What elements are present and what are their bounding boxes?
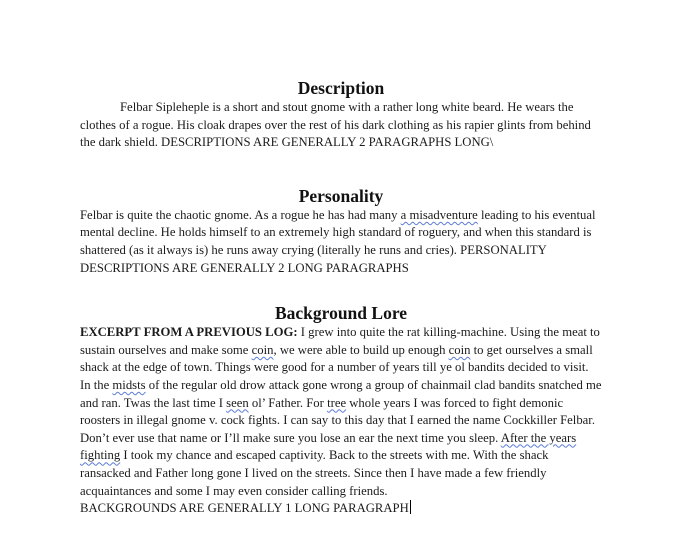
lore-text-4: of the regular old drow attack gone wrong a group of chainmail clad bandits snatched me and ran. Twas the last time I	[80, 377, 602, 410]
lore-text-3: to get ourselves a small shack at the edge of town. Things were good for a number of years till ye ol bandits decided to visit. In the	[80, 342, 593, 392]
lore-text-7: I took my chance and escaped captivity. Back to the streets with me. With the shack ransacked and Father long gone I lived on the streets. Since then I have made a few friendly acquaintances and some I may even consider calling friends.	[80, 448, 549, 498]
grammar-suggestion[interactable]: a misadventure	[400, 207, 478, 222]
grammar-suggestion[interactable]: midsts	[112, 377, 146, 392]
grammar-suggestion[interactable]: coin	[251, 342, 274, 357]
grammar-suggestion[interactable]: After the years fighting	[80, 430, 577, 463]
lore-text-2: , we were able to build up enough	[273, 342, 449, 357]
grammar-suggestion[interactable]: seen	[226, 395, 249, 410]
background-footer-line	[80, 500, 602, 518]
grammar-suggestion[interactable]: tree	[327, 395, 347, 410]
grammar-suggestion[interactable]: coin	[448, 342, 471, 357]
background-footer-text: BACKGROUNDS ARE GENERALLY 1 LONG PARAGRAPH	[80, 501, 409, 516]
personality-text-2: leading to his eventual mental decline. He holds himself to an extremely high standard of roguery, and when this standard is shattered (as it always is) he runs away crying (literally he runs and cries). PERSONALITY DESCRIPTIONS ARE GENERALLY 2 LONG PARAGRAPHS	[80, 207, 596, 275]
description-heading: Description	[297, 78, 385, 98]
background-lore-heading: Background Lore	[274, 303, 408, 324]
personality-paragraph	[80, 207, 602, 277]
personality-heading: Personality	[298, 185, 384, 206]
personality-text-1: Felbar is quite the chaotic gnome. As a rogue he has had many	[80, 207, 401, 222]
log-excerpt-label: EXCERPT FROM A PREVIOUS LOG:	[80, 325, 298, 340]
lore-text-1: I grew into quite the rat killing-machine. Using the meat to sustain ourselves and make some	[80, 325, 600, 357]
background-lore-paragraph	[80, 324, 602, 500]
lore-text-6: whole years I was forced to fight demonic roosters in illegal gnome v. cock fights. I can say to this day that I earned the name Cockkiller Felbar. Don’t ever use that name or I’ll make sure you lose an ear the next time you sleep.	[80, 395, 595, 445]
text-cursor	[410, 500, 411, 514]
lore-text-5: ol’ Father. For	[248, 395, 328, 410]
description-paragraph: Felbar Sipleheple is a short and stout gnome with a rather long white beard. He wears the clothes of a rogue. His cloak drapes over the rest of his dark clothing as his rapier glints from behind the dark shield. DESCRIPTIONS ARE GENERALLY 2 PARAGRAPHS LONG\	[80, 100, 591, 150]
